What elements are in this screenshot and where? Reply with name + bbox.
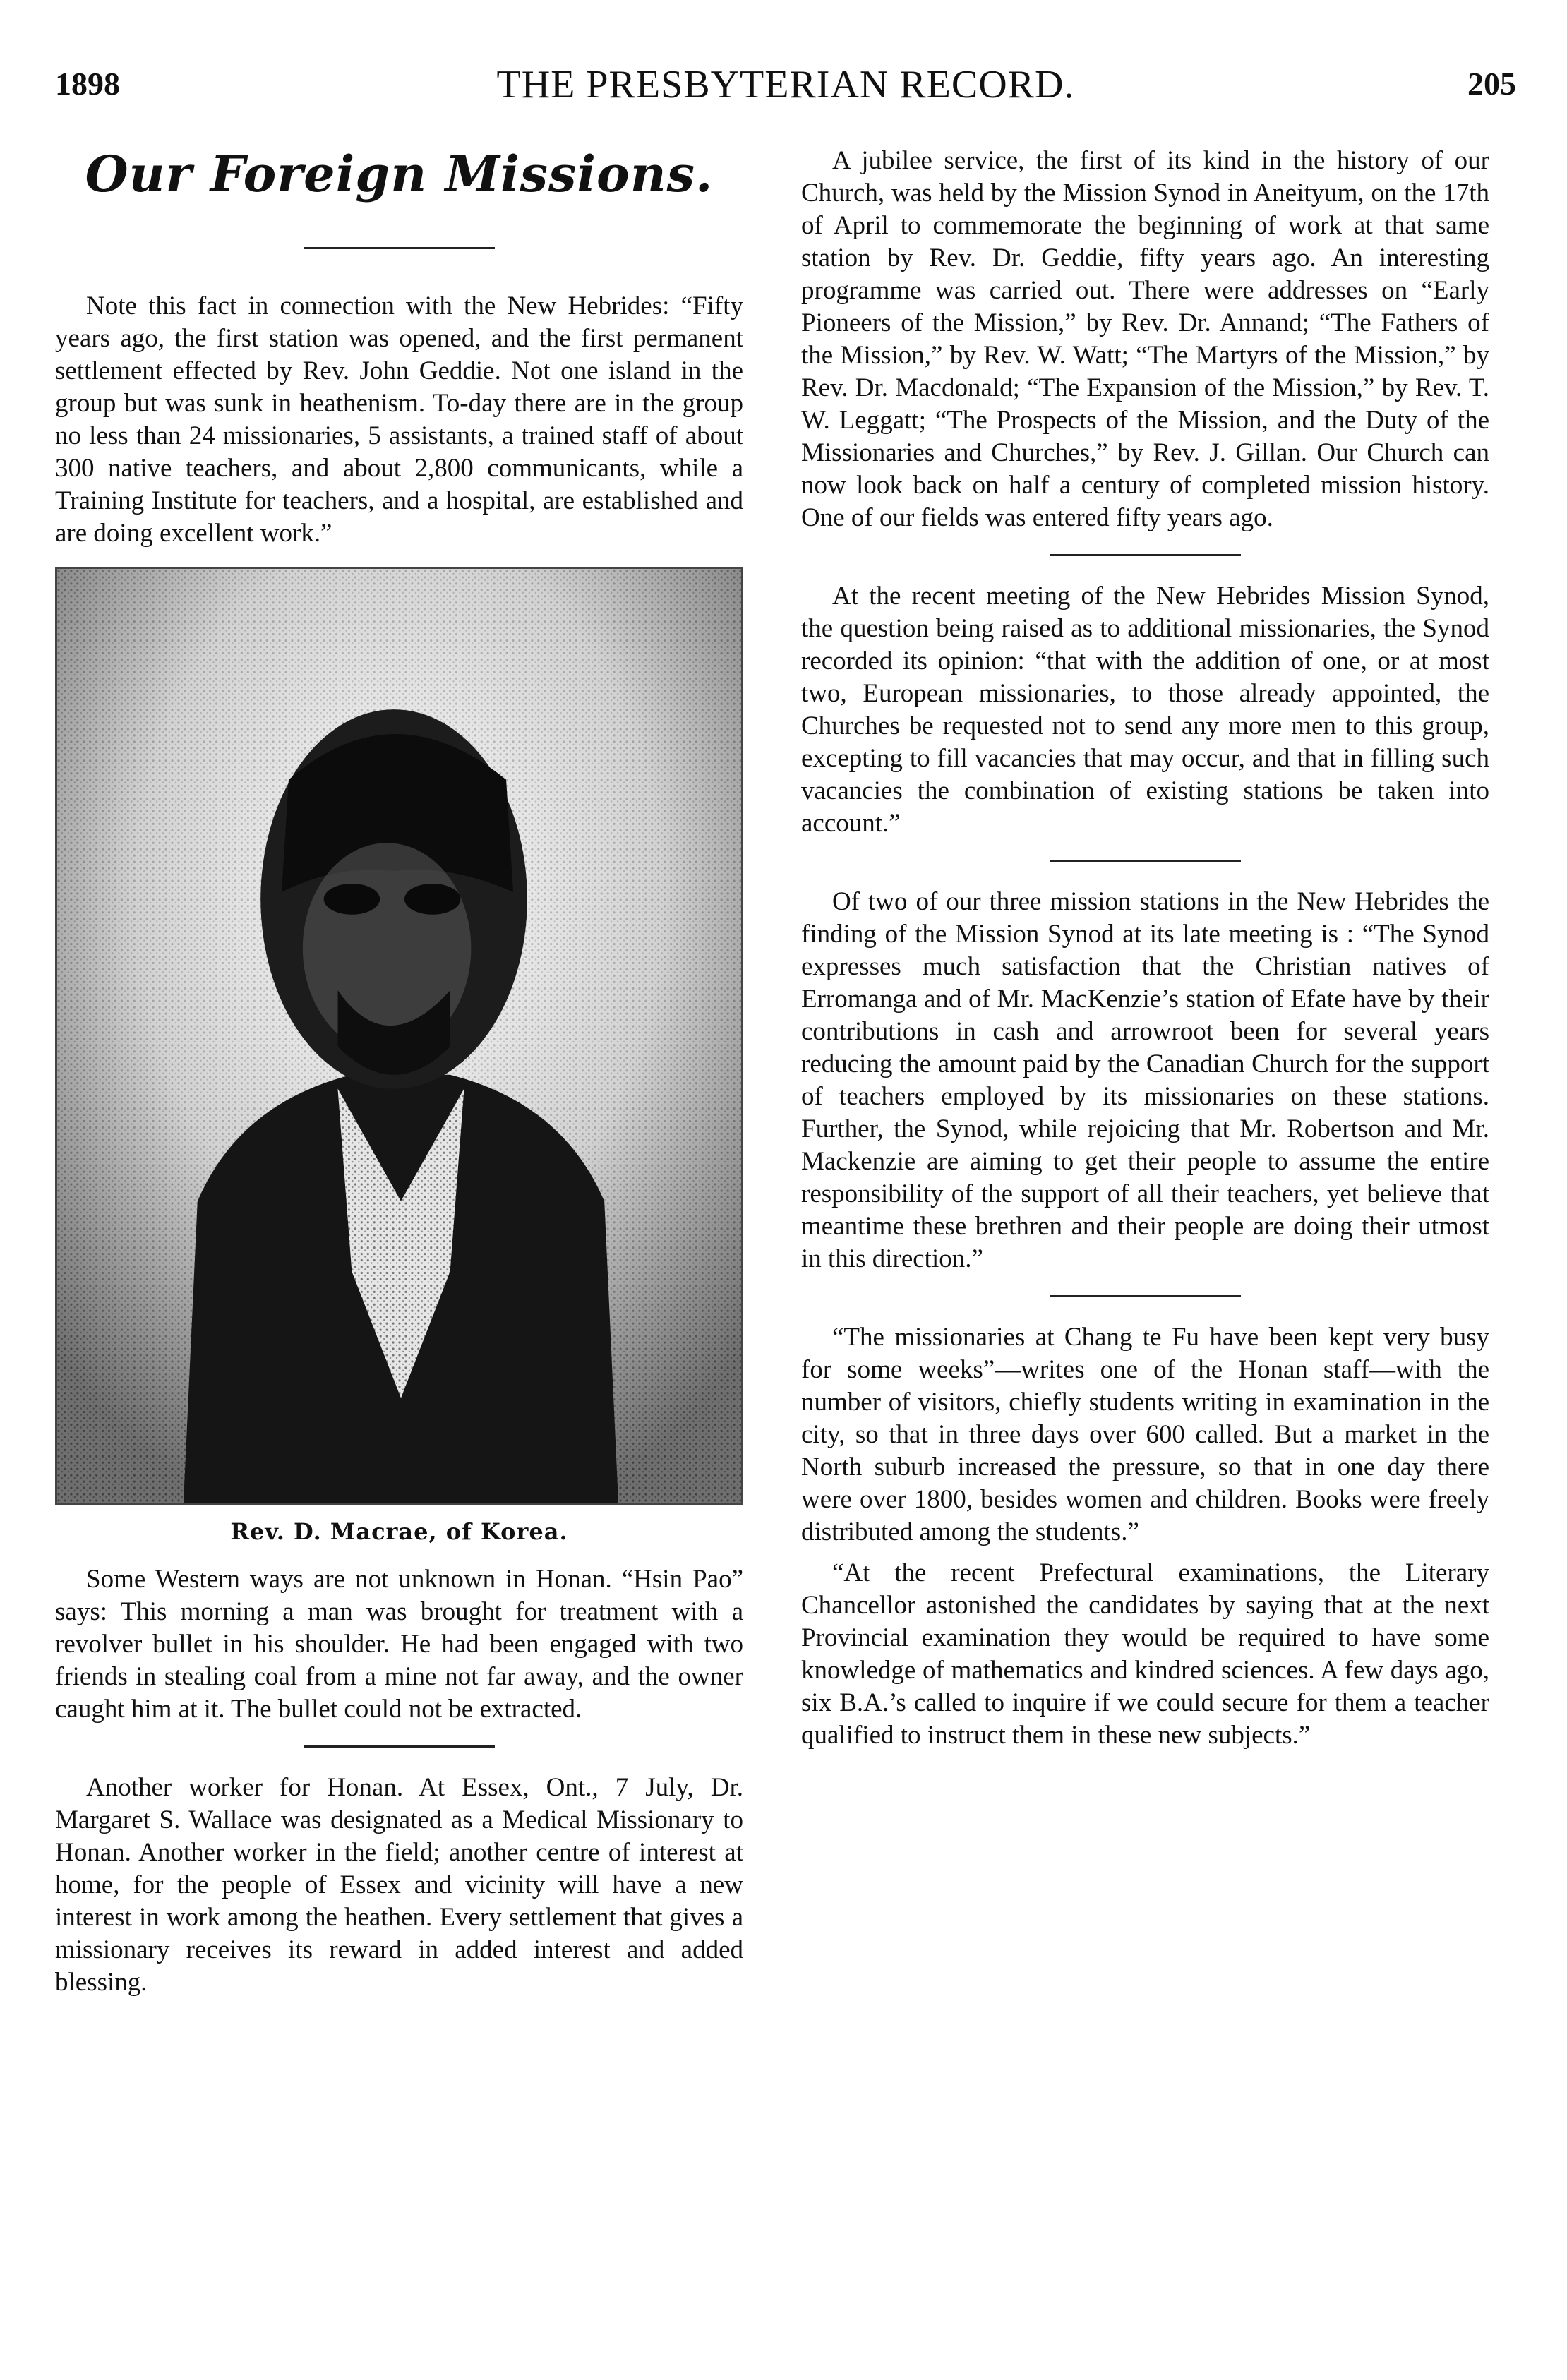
mission-synod-article: At the recent meeting of the New Hebrides Mission Synod, the question being raised as to additional missionaries, the Synod recorded its opinion: “that with the addition of one, or at most two, European missionaries, to those already appointed, the Churches be requested not to send any more men to this group, excepting to fill vacancies that may occur, and that in filling such vacancies the combination of existing stations be taken into account.” bbox=[801, 582, 1489, 838]
divider-rule bbox=[1050, 1295, 1241, 1297]
divider-rule bbox=[1050, 860, 1241, 862]
left-column bbox=[55, 145, 743, 2347]
header-page-number: 205 bbox=[1467, 66, 1516, 102]
mission-stations-article: Of two of our three mission stations in the New Hebrides the finding of the Mission Synod at its late meeting is : “The Synod expresses much satisfaction that the Christian natives of Erromanga and of Mr. MacKenzie’s station of Efate have by their contributions in cash and arrowroot been for several years reducing the amount paid by the Canadian Church for the support of teachers employed by its missionaries on these stations. Further, the Synod, while rejoicing that Mr. Robertson and Mr. Mackenzie are aiming to get their people to assume the entire responsibility of the support of all their teachers, yet believe that meantime these brethren and their people are doing their utmost in this direction.” bbox=[801, 887, 1489, 1273]
essex-worker-article: Another worker for Honan. At Essex, Ont., 7 July, Dr. Margaret S. Wallace was designated as a Medical Missionary to Honan. Another worker in the field; another centre of interest at home, for the people of Essex and vicinity will have a new interest in work among the heathen. Every settlement that gives a missionary receives its reward in added interest and added blessing. bbox=[55, 1773, 743, 1997]
photo-caption: Rev. D. Macrae, of Korea. bbox=[230, 1518, 568, 1545]
header-title: THE PRESBYTERIAN RECORD. bbox=[496, 63, 1075, 107]
right-column bbox=[801, 145, 1489, 2347]
portrait-photo bbox=[55, 567, 743, 1505]
portrait-image bbox=[57, 569, 741, 1503]
divider-rule bbox=[304, 1745, 495, 1748]
examinations-article: “At the recent Prefectural examinations, the Literary Chancellor astonished the candidates by saying that at the next Provincial examination they would be required to have some knowledge of mathematics and kindred sciences. A few days ago, six B.A.’s called to inquire if we could secure for them a teacher qualified to instruct them in these new subjects.” bbox=[801, 1558, 1489, 1750]
new-hebrides-note: Note this fact in connection with the New Hebrides: “Fifty years ago, the first station was opened, and the first permanent settlement effected by Rev. John Geddie. Not one island in the group but was sunk in heathenism. To-day there are in the group no less than 24 missionaries, 5 assistants, a trained staff of about 300 native teachers, and about 2,800 communicants, while a Training Institute for teachers, and a hospital, are established and are doing excellent work.” bbox=[55, 292, 743, 548]
page-header bbox=[55, 65, 1516, 121]
divider-rule bbox=[304, 247, 495, 249]
jubilee-article: A jubilee service, the first of its kind in the history of our Church, was held by the Mission Synod in Aneityum, on the 17th of April to commemorate the beginning of work at that same station by Rev. Dr. Geddie, fifty years ago. An interesting programme was carried out. There were addresses on “Early Pioneers of the Mission,” by Rev. Dr. Annand; “The Fathers of the Mission,” by Rev. W. Watt; “The Martyrs of the Mission,” by Rev. Dr. Macdonald; “The Expansion of the Mission,” by Rev. T. W. Leggatt; “The Prospects of the Mission, and the Duty of the Missionaries and Churches,” by Rev. J. Gillan. Our Church can now look back on half a century of completed mission history. One of our fields was entered fifty years ago. bbox=[801, 146, 1489, 532]
honan-bullet-article: Some Western ways are not unknown in Honan. “Hsin Pao” says: This morning a man was brought for treatment with a revolver bullet in his shoulder. He had been engaged with two friends in stealing coal from a mine not far away, and the owner caught him at it. The bullet could not be extracted. bbox=[55, 1565, 743, 1724]
divider-rule bbox=[1050, 554, 1241, 556]
header-year: 1898 bbox=[55, 66, 120, 102]
chang-te-fu-article: “The missionaries at Chang te Fu have been kept very busy for some weeks”—writes one of the Honan staff—with the number of visitors, chiefly students writing in examination in the city, so that in three days over 600 called. But a market in the North suburb increased the pressure, so that in one day there were over 1800, besides women and children. Books were freely distributed among the students.” bbox=[801, 1323, 1489, 1546]
section-title: Our Foreign Missions. bbox=[85, 145, 714, 203]
